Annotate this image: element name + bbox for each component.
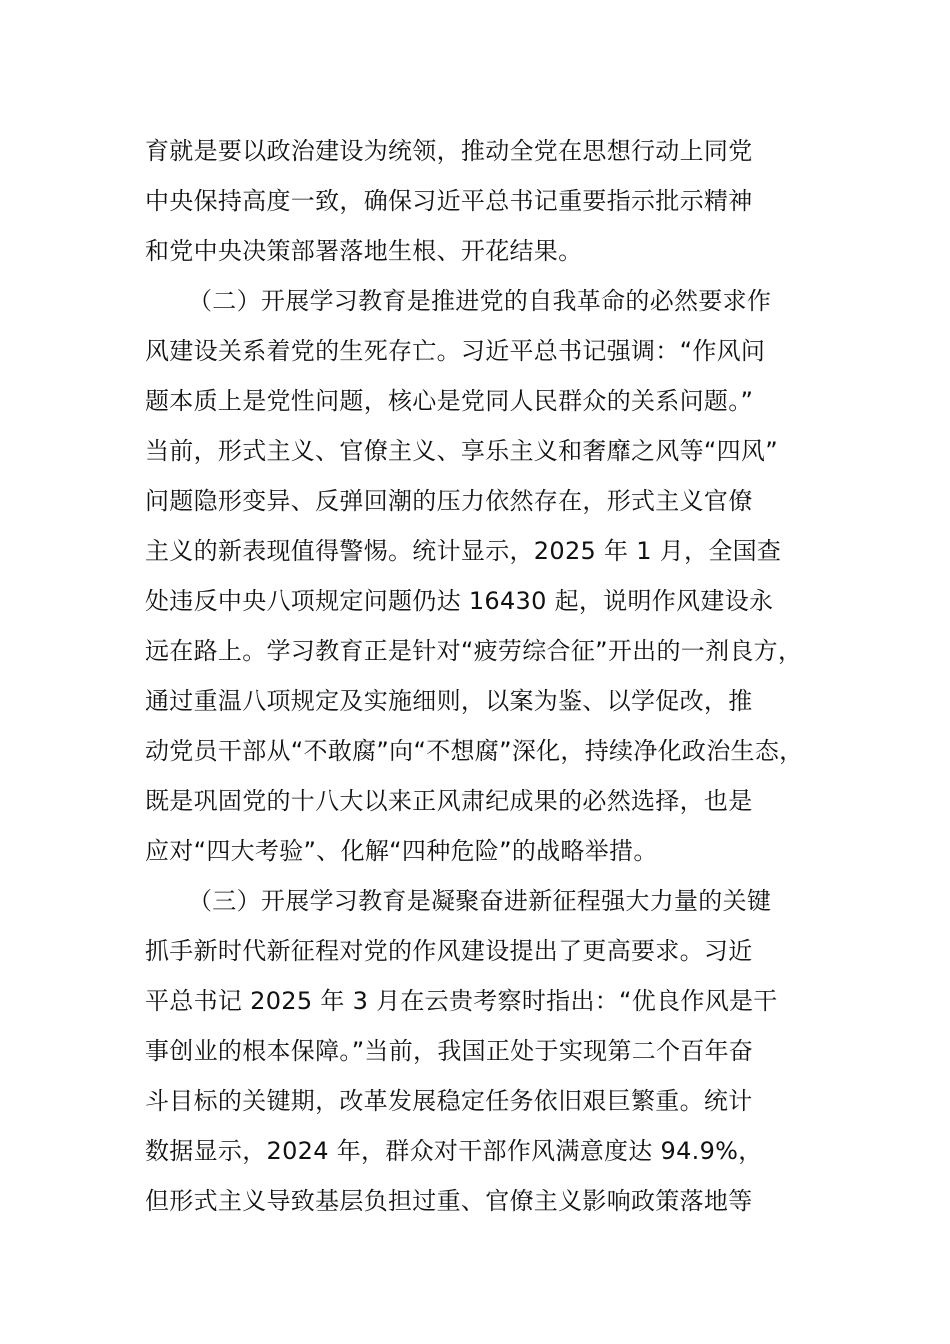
section-heading-line: （三）开展学习教育是凝聚奋进新征程强大力量的关键 (188, 887, 772, 915)
text-line: 但形式主义导致基层负担过重、官僚主义影响政策落地等 (145, 1187, 753, 1215)
text-line: 动党员干部从“不敢腐”向“不想腐”深化，持续净化政治生态， (145, 737, 804, 765)
text-line: 风建设关系着党的生死存亡。习近平总书记强调：“作风问 (145, 337, 766, 365)
text-line: 处违反中央八项规定问题仍达 16430 起，说明作风建设永 (145, 587, 774, 615)
text-line: 问题隐形变异、反弹回潮的压力依然存在，形式主义官僚 (145, 487, 753, 515)
text-line: 事创业的根本保障。”当前，我国正处于实现第二个百年奋 (145, 1037, 754, 1065)
text-line: 题本质上是党性问题，核心是党同人民群众的关系问题。” (145, 387, 754, 415)
section-heading-line: （二）开展学习教育是推进党的自我革命的必然要求作 (188, 287, 772, 315)
text-line: 和党中央决策部署落地生根、开花结果。 (145, 237, 583, 265)
text-line: 既是巩固党的十八大以来正风肃纪成果的必然选择，也是 (145, 787, 753, 815)
text-line: 中央保持高度一致，确保习近平总书记重要指示批示精神 (145, 187, 753, 215)
text-line: 当前，形式主义、官僚主义、享乐主义和奢靡之风等“四风” (145, 437, 778, 465)
text-line: 远在路上。学习教育正是针对“疲劳综合征”开出的一剂良方， (145, 637, 803, 665)
text-line: 抓手新时代新征程对党的作风建设提出了更高要求。习近 (145, 937, 753, 965)
text-line: 斗目标的关键期，改革发展稳定任务依旧艰巨繁重。统计 (145, 1087, 753, 1115)
text-line: 平总书记 2025 年 3 月在云贵考察时指出：“优良作风是干 (145, 987, 778, 1015)
text-line: 育就是要以政治建设为统领，推动全党在思想行动上同党 (145, 137, 753, 165)
text-line: 通过重温八项规定及实施细则，以案为鉴、以学促改，推 (145, 687, 753, 715)
text-line: 应对“四大考验”、化解“四种危险”的战略举措。 (145, 837, 658, 865)
text-line: 主义的新表现值得警惕。统计显示，2025 年 1 月，全国查 (145, 537, 782, 565)
text-line: 数据显示，2024 年，群众对干部作风满意度达 94.9%， (145, 1137, 763, 1165)
